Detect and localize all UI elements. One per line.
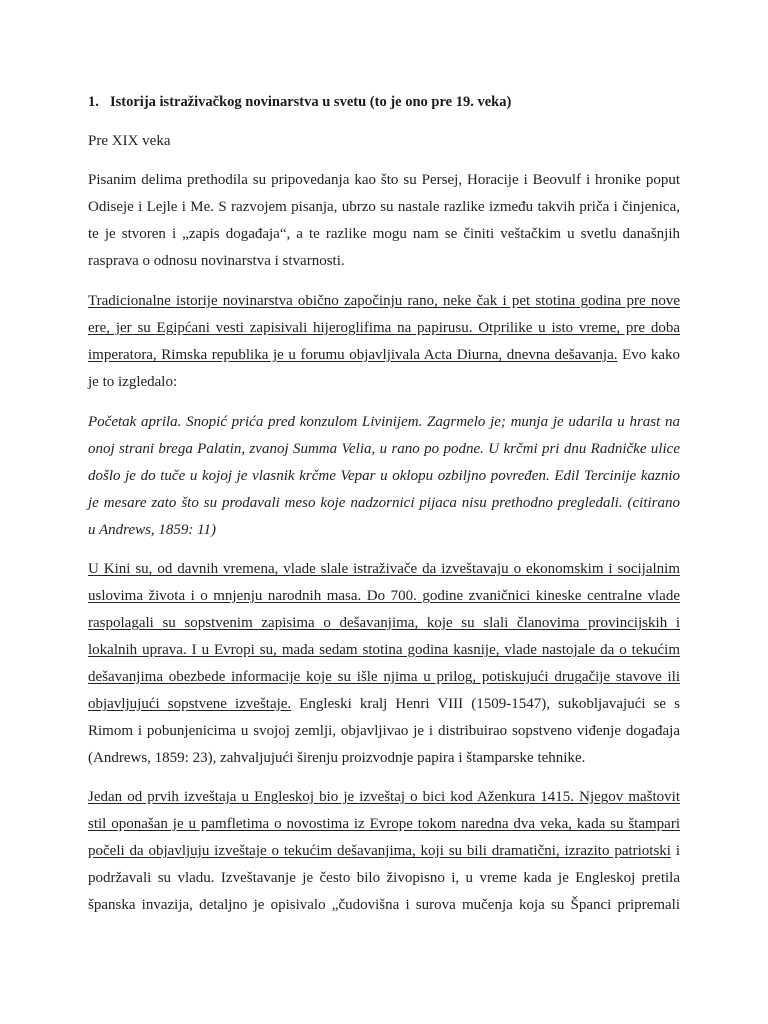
text-line: ere, jer su Egipćani vesti zapisivali hijeroglifima na papirusu. Otprilike u isto vreme, pre doba <box>88 320 680 336</box>
text-line: podržavali su vladu. Izveštavanje je često bilo živopisno i, u vreme kada je Engleskoj pretila <box>88 870 680 886</box>
text-line: španska invazija, detaljno je opisivalo „čudovišna i surova mučenja koja su Španci pripremali <box>88 897 680 913</box>
text-line: Tradicionalne istorije novinarstva obično započinju rano, neke čak i pet stotina godina pre nove <box>88 293 680 309</box>
paragraph-5 <box>88 784 680 919</box>
text-line: Pisanim delima prethodila su pripovedanja kao što su Persej, Horacije i Beovulf i hronike poput <box>88 172 680 188</box>
text-line: je to izgledalo: <box>88 374 178 390</box>
text-line: Početak aprila. Snopić prića pred konzulom Livinijem. Zagrmelo je; munja je udarila u hrast na <box>88 414 680 430</box>
paragraph-1 <box>88 167 680 275</box>
underlined-text: počeli da objavljuju izveštaje o tekućim dešavanjima, koji su bili dramatični, izrazito patriotski <box>88 843 671 859</box>
subsection-heading: Pre XIX veka <box>88 133 171 149</box>
text-line: u Andrews, 1859: 11) <box>88 522 217 538</box>
quote-paragraph <box>88 409 680 544</box>
section-number: 1. <box>88 94 99 110</box>
plain-text: Engleski kralj Henri VIII (1509-1547), sukobljavajući se s <box>291 696 681 712</box>
text-line: Jedan od prvih izveštaja u Engleskoj bio je izveštaj o bici kod Aženkura 1415. Njegov maštovit <box>88 789 680 805</box>
underlined-text: imperatora, Rimska republika je u forumu objavljivala Acta Diurna, dnevna dešavanja. <box>88 347 618 363</box>
plain-text: Evo kako <box>617 347 680 363</box>
text-line: dešavanjima obezbede informacije koje su išle njima u prilog, potiskujući drugačije stavove ili <box>88 669 680 685</box>
text-line: (Andrews, 1859: 23), zahvaljujući širenju proizvodnje papira i štamparske tehnike. <box>88 750 586 766</box>
underlined-text: objavljujući sopstvene izveštaje. <box>88 696 292 712</box>
text-line: onoj strani brega Palatin, zvanoj Summa Velia, u rano po podne. U krčmi pri dnu Radničke ulice <box>88 441 680 457</box>
text-line: te je stvoren i „zapis događaja“, a te razlike mogu nam se činiti veštačkim u svetlu današnjih <box>88 226 680 242</box>
text-line: lokalnih uprava. I u Evropi su, mada sedam stotina godina kasnije, vlade nastojale da o tekućim <box>88 642 680 658</box>
text-line: došlo je do tuče u kojoj je vlasnik krčme Vepar u oklopu ozbiljno povređen. Edil Tercinije kaznio <box>88 468 680 484</box>
text-line: U Kini su, od davnih vremena, vlade slale istraživače da izveštavaju o ekonomskim i socijalnim <box>88 561 680 577</box>
text-line: Odiseje i Lejle i Me. S razvojem pisanja, ubrzo su nastale razlike između takvih priča i činjenica, <box>88 199 680 215</box>
text-line: uslovima života i o mnjenju narodnih masa. Do 700. godine zvaničnici kineske centralne vlade <box>88 588 680 604</box>
text-line: rasprava o odnosu novinarstva i stvarnosti. <box>88 253 345 269</box>
text-line <box>88 838 680 865</box>
section-title: Istorija istraživačkog novinarstva u svetu (to je ono pre 19. veka) <box>110 94 512 110</box>
plain-text: i <box>670 843 680 859</box>
text-line: stil oponašan je u pamfletima o novostima iz Evrope tokom naredna dva veka, kada su štampari <box>88 816 680 832</box>
section-heading <box>88 92 688 112</box>
text-line <box>88 691 680 718</box>
text-line: je mesare zato što su prodavali meso koje nadzornici pijaca nisu prethodno pregledali. (citirano <box>88 495 680 511</box>
text-line: Rimom i pobunjenicima u svojoj zemlji, objavljivao je i distribuirao sopstveno viđenje događaja <box>88 723 680 739</box>
paragraph-4 <box>88 556 680 772</box>
text-line: raspolagali su sopstvenim zapisima o dešavanjima, koje su slali članovima provincijskih i <box>88 615 680 631</box>
paragraph-2 <box>88 288 680 396</box>
text-line <box>88 342 680 369</box>
